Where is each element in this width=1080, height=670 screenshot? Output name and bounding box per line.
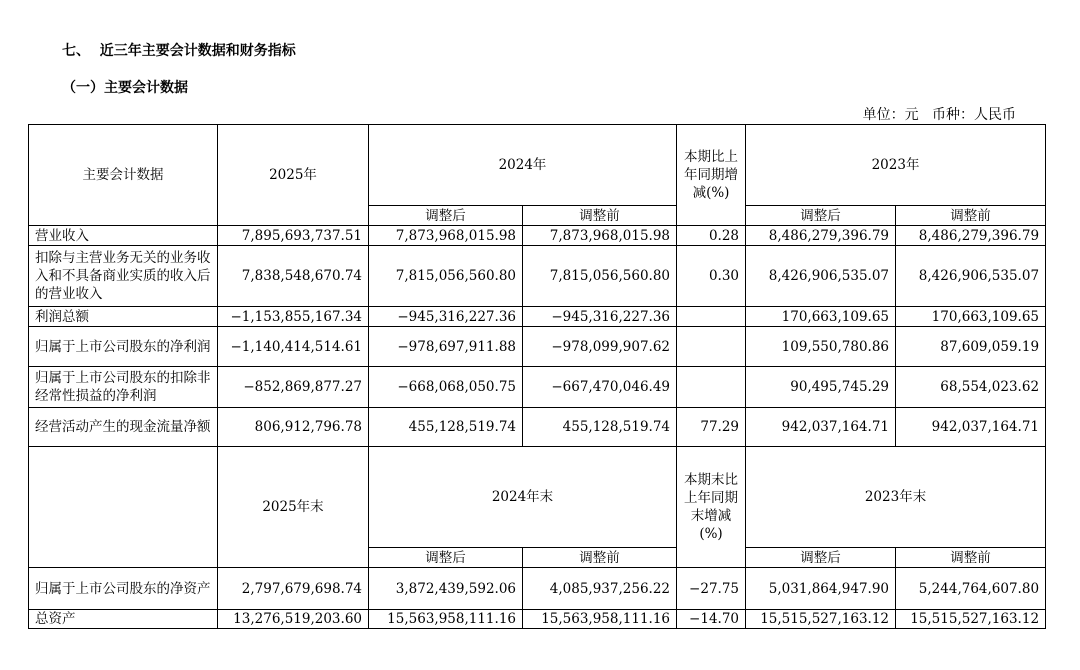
row-label: 归属于上市公司股东的扣除非经常性损益的净利润 [29,367,218,408]
cell-2023-adjusted: 170,663,109.65 [746,307,896,327]
cell-change [677,367,746,408]
cell-2023-end-before: 15,515,527,163.12 [896,610,1046,629]
col-header-main-data: 主要会计数据 [29,125,218,226]
col-header-2024-adjusted: 调整后 [369,206,523,226]
col-header-2024: 2024年 [369,125,677,206]
col-header-2023-before: 调整前 [896,206,1046,226]
col-header-2024-end-adjusted: 调整后 [369,548,523,568]
table-row [29,307,1046,327]
cell-2024-adjusted: −668,068,050.75 [369,367,523,408]
col-header-2024-before: 调整前 [523,206,677,226]
cell-change [677,307,746,327]
col-header-change-end: 本期末比上年同期末增减(%) [677,447,746,568]
cell-2025: 806,912,796.78 [218,408,369,447]
cell-2024-before: −945,316,227.36 [523,307,677,327]
cell-2024-end-adjusted: 15,563,958,111.16 [369,610,523,629]
row-label: 扣除与主营业务无关的业务收入和不具备商业实质的收入后的营业收入 [29,246,218,307]
col-header-2025: 2025年 [218,125,369,226]
cell-2024-end-adjusted: 3,872,439,592.06 [369,568,523,610]
row-label: 营业收入 [29,226,218,246]
col-header-2023-end-before: 调整前 [896,548,1046,568]
cell-2023-before: 8,486,279,396.79 [896,226,1046,246]
cell-2023-adjusted: 109,550,780.86 [746,327,896,367]
cell-2025: −1,140,414,514.61 [218,327,369,367]
col-header-2024-end: 2024年末 [369,447,677,548]
accounting-data-table [28,124,1046,629]
cell-2023-before: 942,037,164.71 [896,408,1046,447]
col-header-2023-adjusted: 调整后 [746,206,896,226]
table-row [29,246,1046,307]
cell-2023-adjusted: 8,486,279,396.79 [746,226,896,246]
subsection-heading: （一）主要会计数据 [62,80,188,96]
cell-2024-adjusted: 7,815,056,560.80 [369,246,523,307]
cell-2024-end-before: 4,085,937,256.22 [523,568,677,610]
cell-2024-adjusted: −945,316,227.36 [369,307,523,327]
cell-change: 0.30 [677,246,746,307]
table-row [29,226,1046,246]
currency-unit-note: 单位：元 币种：人民币 [862,107,1016,123]
cell-2023-before: 8,426,906,535.07 [896,246,1046,307]
cell-2023-adjusted: 942,037,164.71 [746,408,896,447]
col-header-2025-end: 2025年末 [218,447,369,568]
cell-2024-adjusted: −978,697,911.88 [369,327,523,367]
cell-change [677,327,746,367]
cell-2023-adjusted: 90,495,745.29 [746,367,896,408]
cell-2025: −1,153,855,167.34 [218,307,369,327]
table-row [29,327,1046,367]
row-label: 总资产 [29,610,218,629]
cell-2023-before: 68,554,023.62 [896,367,1046,408]
cell-2024-before: 7,873,968,015.98 [523,226,677,246]
col-header-2023-end: 2023年末 [746,447,1046,548]
cell-2023-end-adjusted: 15,515,527,163.12 [746,610,896,629]
col-header-2024-end-before: 调整前 [523,548,677,568]
cell-2023-end-before: 5,244,764,607.80 [896,568,1046,610]
col-header-2023-end-adjusted: 调整后 [746,548,896,568]
row-label: 经营活动产生的现金流量净额 [29,408,218,447]
cell-change-end: −14.70 [677,610,746,629]
section-heading: 七、 近三年主要会计数据和财务指标 [62,43,296,59]
col-header-change: 本期比上年同期增减(%) [677,125,746,226]
cell-2023-adjusted: 8,426,906,535.07 [746,246,896,307]
cell-2025-end: 2,797,679,698.74 [218,568,369,610]
cell-2024-end-before: 15,563,958,111.16 [523,610,677,629]
cell-2024-adjusted: 7,873,968,015.98 [369,226,523,246]
cell-2025: 7,895,693,737.51 [218,226,369,246]
cell-2025: −852,869,877.27 [218,367,369,408]
cell-2024-before: 7,815,056,560.80 [523,246,677,307]
cell-change: 77.29 [677,408,746,447]
cell-2025-end: 13,276,519,203.60 [218,610,369,629]
cell-2023-before: 170,663,109.65 [896,307,1046,327]
cell-2024-adjusted: 455,128,519.74 [369,408,523,447]
row-label: 归属于上市公司股东的净利润 [29,327,218,367]
row-label: 归属于上市公司股东的净资产 [29,568,218,610]
col-header-blank [29,447,218,568]
col-header-2023: 2023年 [746,125,1046,206]
cell-2025: 7,838,548,670.74 [218,246,369,307]
cell-2024-before: −978,099,907.62 [523,327,677,367]
cell-change-end: −27.75 [677,568,746,610]
cell-2024-before: 455,128,519.74 [523,408,677,447]
table2-header-row [29,447,1046,548]
table-row [29,610,1046,629]
row-label: 利润总额 [29,307,218,327]
table1-header-row [29,125,1046,206]
cell-2024-before: −667,470,046.49 [523,367,677,408]
table-row [29,367,1046,408]
table-row [29,408,1046,447]
table-row [29,568,1046,610]
cell-2023-end-adjusted: 5,031,864,947.90 [746,568,896,610]
cell-2023-before: 87,609,059.19 [896,327,1046,367]
cell-change: 0.28 [677,226,746,246]
